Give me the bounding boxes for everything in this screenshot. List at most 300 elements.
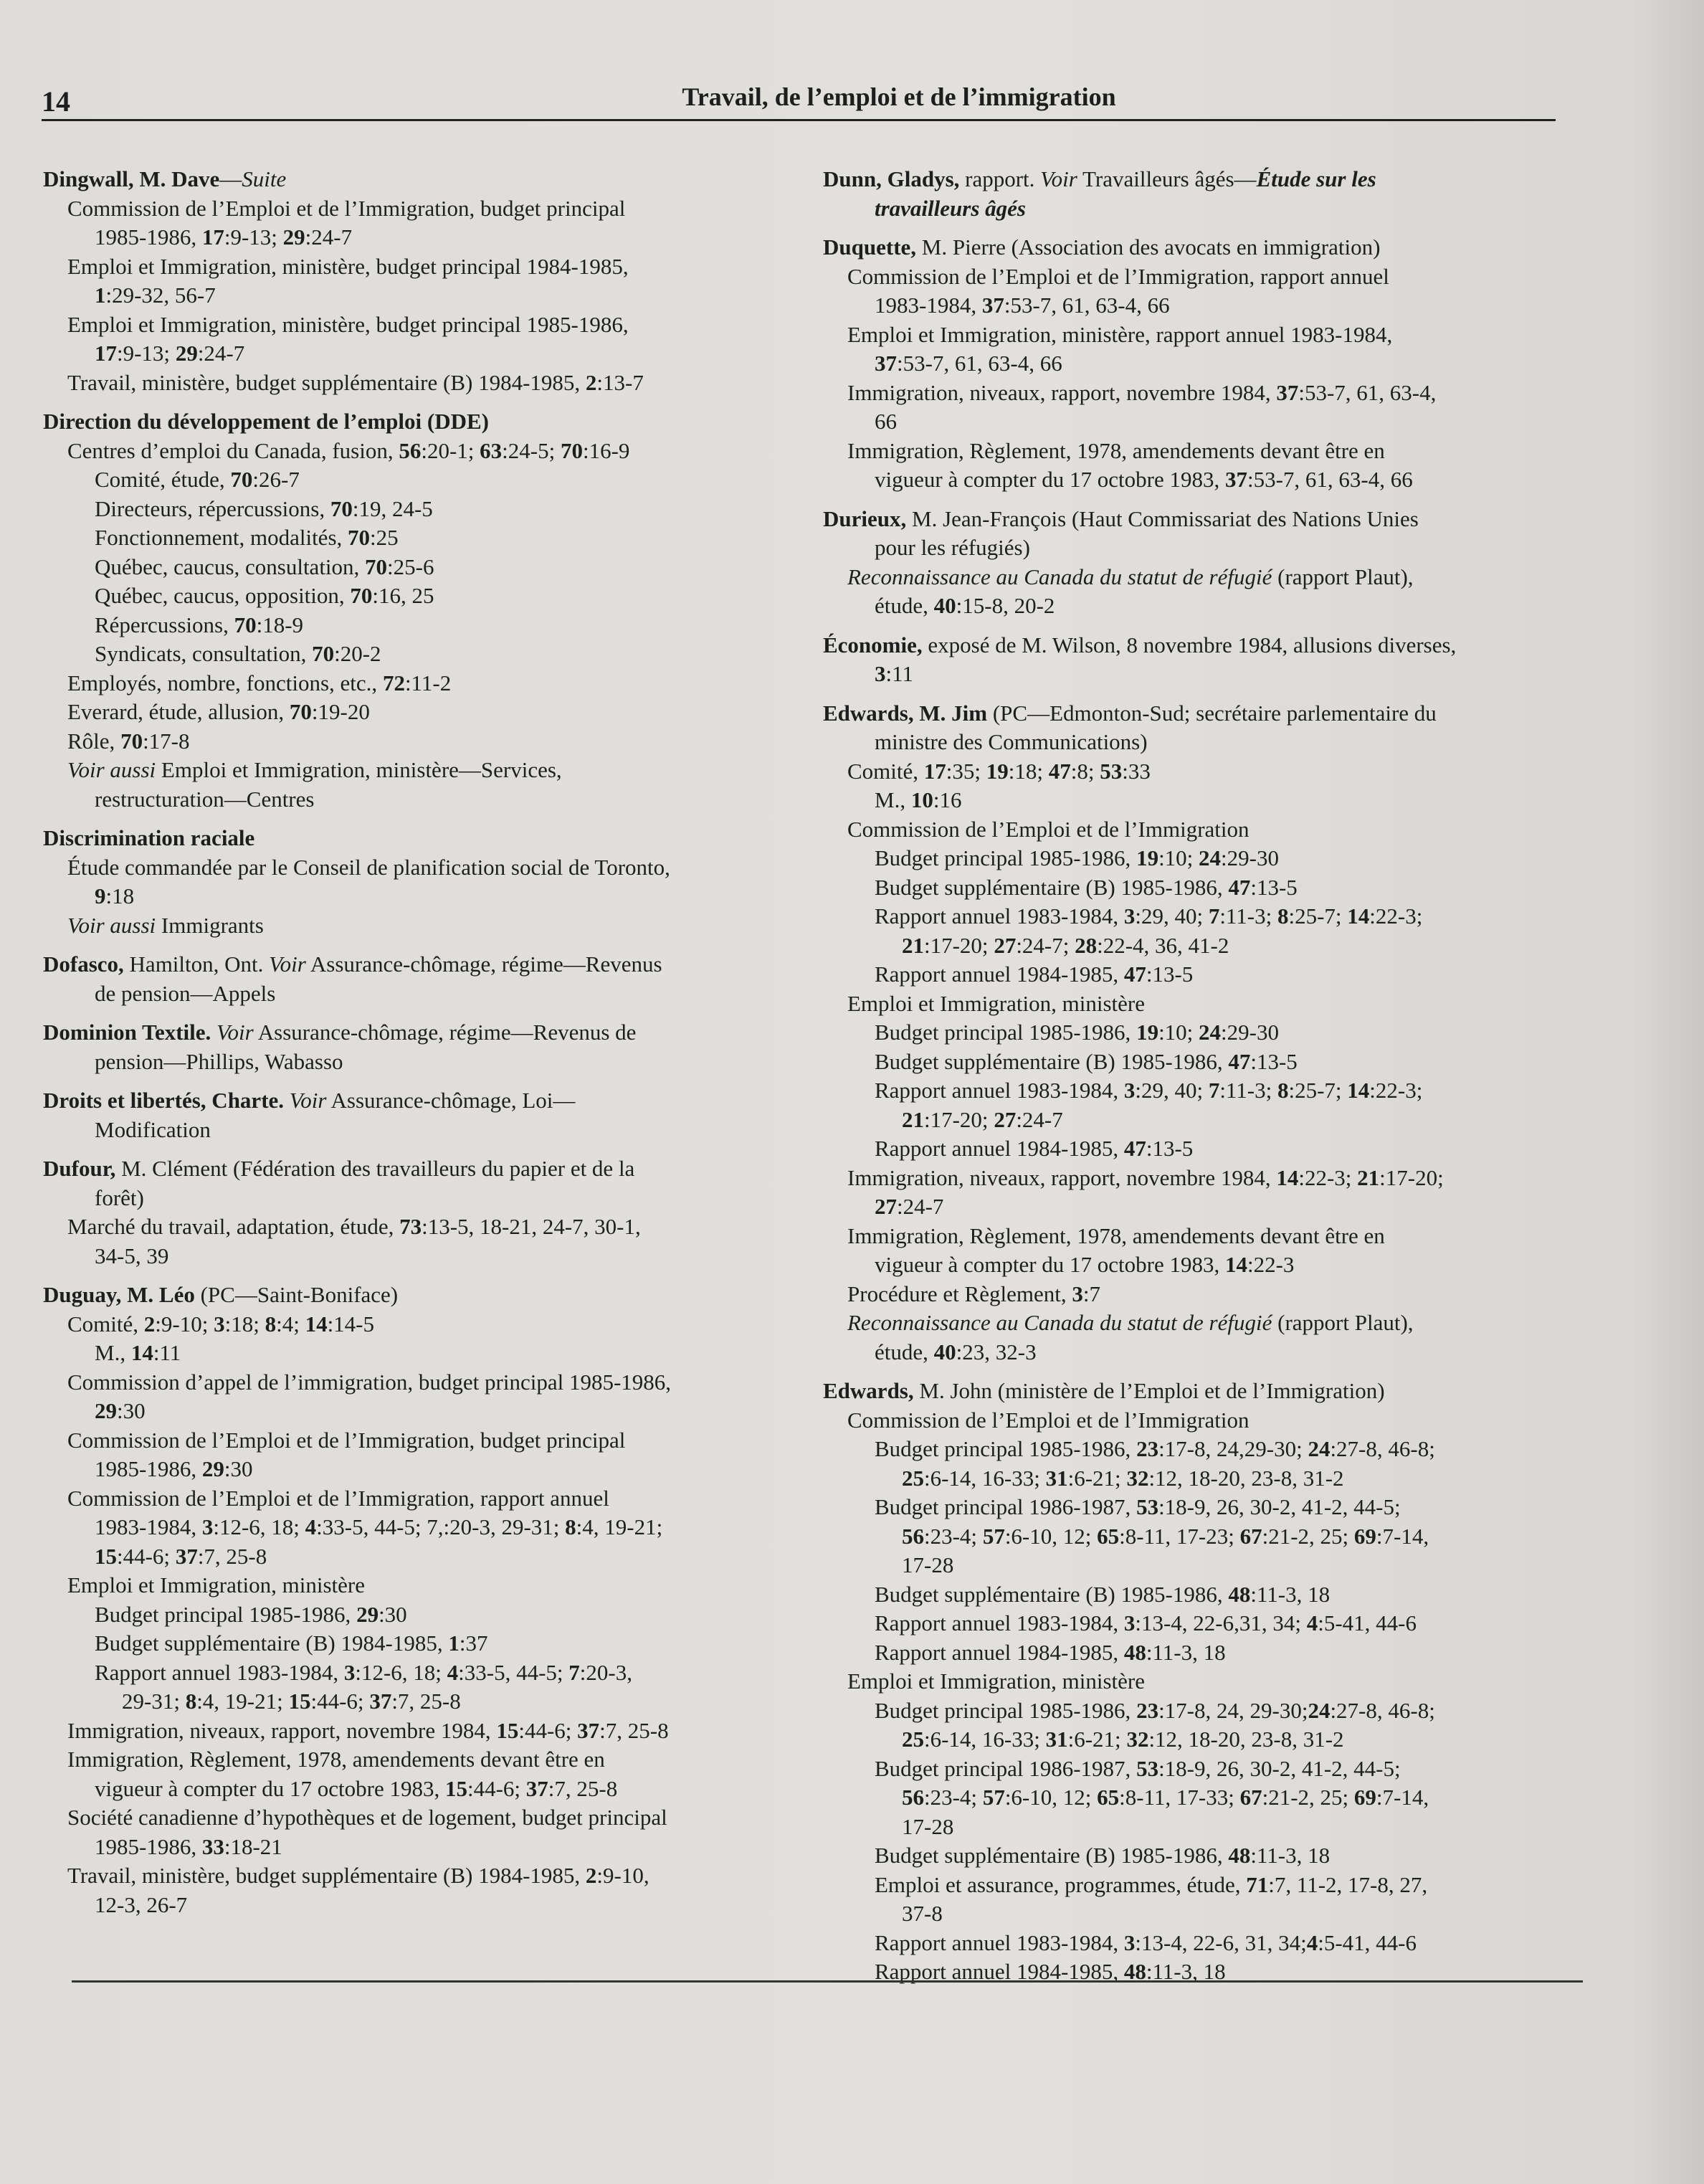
text-run: :25-7; <box>1288 903 1348 929</box>
italic-text: Voir <box>269 951 306 977</box>
text-run: :33-5, 44-5; 7,:20-3, 29-31; <box>316 1514 566 1539</box>
index-entry <box>823 1377 1561 1987</box>
text-run: :22-4, 36, 41-2 <box>1097 932 1229 958</box>
bold-text: 48 <box>1228 1581 1251 1607</box>
text-run: 66 <box>875 409 897 434</box>
text-run: Emploi et assurance, programmes, étude, <box>875 1871 1247 1897</box>
index-subentry-line <box>43 979 803 1009</box>
bold-text: 37 <box>981 293 1004 318</box>
text-run: Immigration, niveaux, rapport, novembre 1984, <box>67 1717 497 1743</box>
text-run: :25-7; <box>1288 1078 1348 1103</box>
index-subentry-line <box>43 1368 803 1397</box>
text-run: :12-6, 18; <box>355 1659 447 1685</box>
index-subentry-line <box>43 495 803 524</box>
bold-text: 24 <box>1308 1436 1331 1461</box>
index-subentry-line <box>43 1339 803 1368</box>
bold-text: 24 <box>1199 1020 1222 1045</box>
text-run: :11 <box>153 1340 181 1365</box>
text-run: :24-7 <box>897 1194 944 1219</box>
text-run: vigueur à compter du 17 octobre 1983, <box>875 467 1225 492</box>
text-run: :14-5 <box>327 1311 374 1336</box>
text-run: :11 <box>885 661 913 686</box>
text-run: :13-5 <box>1146 1136 1194 1161</box>
text-run: Rapport annuel 1984-1985, <box>875 1136 1124 1161</box>
bold-text: 48 <box>1123 1639 1146 1665</box>
index-subentry-line <box>43 1242 803 1271</box>
bold-text: 14 <box>1224 1252 1247 1277</box>
bold-text: 73 <box>399 1214 422 1239</box>
text-run: :17-20; <box>924 932 994 958</box>
text-run: Employés, nombre, fonctions, etc., <box>67 670 383 695</box>
index-subentry-line <box>823 1667 1561 1696</box>
bold-text: 27 <box>994 932 1017 958</box>
bold-text: 19 <box>1136 1020 1159 1045</box>
text-run: 1983-1984, <box>95 1514 202 1539</box>
text-run: :29-30 <box>1221 1020 1279 1045</box>
bold-text: 37 <box>875 351 897 376</box>
index-entry <box>43 1086 803 1144</box>
bold-text: 70 <box>365 554 388 579</box>
bold-text: 71 <box>1246 1871 1269 1897</box>
bold-text: 3 <box>214 1311 225 1336</box>
text-run: Emploi et Immigration, ministère, budget principal 1984-1985, <box>67 253 629 279</box>
index-subentry-line <box>43 1775 803 1804</box>
index-subentry-line <box>43 281 803 310</box>
index-subentry-line <box>823 349 1561 379</box>
index-subentry-line <box>823 1493 1561 1522</box>
text-run: :30 <box>117 1398 146 1423</box>
text-run: :18; <box>224 1311 265 1336</box>
text-run: Syndicats, consultation, <box>95 641 313 666</box>
bold-text: Droits et libertés, Charte. <box>43 1088 285 1113</box>
bold-text: 23 <box>1136 1436 1159 1461</box>
text-run: (PC—Edmonton-Sud; secrétaire parlementaire du <box>987 700 1437 726</box>
bold-text: 53 <box>1100 758 1123 784</box>
index-subentry-line <box>823 1018 1561 1048</box>
text-run: Emploi et Immigration, ministère <box>847 990 1145 1016</box>
index-subentry-line <box>823 1435 1561 1464</box>
index-subentry-line <box>43 1687 803 1717</box>
bold-text: 32 <box>1126 1465 1149 1491</box>
bold-text: 47 <box>1228 874 1251 900</box>
page-header <box>42 79 1556 121</box>
index-entry <box>823 699 1561 1367</box>
text-run: forêt) <box>95 1184 144 1210</box>
text-run: :24-7 <box>197 341 245 366</box>
index-heading-line <box>43 1086 803 1116</box>
text-run: :18-9, 26, 30-2, 41-2, 44-5; <box>1158 1755 1401 1781</box>
text-run: pour les réfugiés) <box>875 535 1030 560</box>
index-subentry-line <box>823 989 1561 1019</box>
text-run: :13-5 <box>1146 962 1194 987</box>
text-run: :9-10, <box>596 1863 649 1888</box>
index-subentry-line <box>823 757 1561 787</box>
text-run: :11-3, 18 <box>1146 1959 1226 1984</box>
text-run: Travailleurs âgés— <box>1077 166 1257 191</box>
text-run: Emploi et Immigration, ministère, rapport annuel 1983-1984, <box>847 321 1393 347</box>
index-subentry-line <box>823 844 1561 873</box>
bold-text: Économie, <box>823 632 923 657</box>
text-run: Québec, caucus, opposition, <box>95 583 351 608</box>
text-run: :26-7 <box>252 467 300 492</box>
text-run: 17-28 <box>902 1813 954 1839</box>
text-run: :23-4; <box>924 1785 983 1810</box>
index-subentry-line <box>823 1280 1561 1309</box>
index-subentry-line <box>43 911 803 941</box>
index-subentry-line <box>43 1542 803 1572</box>
text-run: vigueur à compter du 17 octobre 1983, <box>95 1775 445 1801</box>
text-run: Budget supplémentaire (B) 1984-1985, <box>95 1630 449 1656</box>
index-subentry-line <box>823 1406 1561 1435</box>
text-run: Immigration, Règlement, 1978, amendements devant être en <box>847 1222 1385 1248</box>
index-subentry-line <box>823 786 1561 815</box>
text-run: Rapport annuel 1984-1985, <box>875 962 1124 987</box>
bold-text: 2 <box>143 1311 156 1336</box>
index-heading-line <box>823 165 1561 194</box>
index-subentry-line <box>823 1222 1561 1251</box>
index-subentry-line <box>43 1397 803 1426</box>
text-run: :18 <box>105 883 135 908</box>
italic-text: Reconnaissance au Canada du statut de réfugié <box>847 1310 1272 1335</box>
text-run: :44-6; <box>467 1775 526 1801</box>
index-entry <box>823 505 1561 621</box>
italic-text: Voir <box>1040 166 1077 191</box>
text-run: :8-11, 17-33; <box>1119 1785 1240 1810</box>
bold-text: 32 <box>1126 1727 1149 1752</box>
bold-text: 14 <box>1276 1164 1299 1190</box>
text-run: Budget principal 1985-1986, <box>875 1020 1137 1045</box>
text-run: Immigration, Règlement, 1978, amendements devant être en <box>67 1747 605 1772</box>
text-run: :6-14, 16-33; <box>924 1465 1046 1491</box>
text-run: 29-31; <box>122 1689 186 1714</box>
text-run: :10; <box>1158 845 1199 870</box>
text-run: :16, 25 <box>372 583 434 608</box>
bold-text: 37 <box>577 1717 600 1743</box>
bold-text: 37 <box>1224 467 1247 492</box>
bold-text: 70 <box>120 728 143 754</box>
text-run: :25 <box>370 525 399 550</box>
text-run: 1985-1986, <box>95 224 202 250</box>
index-subentry-line <box>823 1755 1561 1784</box>
text-run: :10; <box>1158 1020 1199 1045</box>
text-run: :20-1; <box>421 437 480 463</box>
bold-text: 10 <box>910 787 933 812</box>
bold-text: 21 <box>902 1106 924 1132</box>
bold-text: Duguay, M. Léo <box>43 1282 195 1307</box>
text-run: :23-4; <box>924 1523 983 1549</box>
text-run: :35; <box>946 758 986 784</box>
bold-text: 7 <box>1208 1078 1220 1103</box>
bold-italic-text: travailleurs âgés <box>875 195 1026 221</box>
text-run: (rapport Plaut), <box>1272 564 1414 589</box>
text-run: :22-3; <box>1369 903 1423 929</box>
index-subentry-line <box>823 1192 1561 1222</box>
text-run: :27-8, 46-8; <box>1330 1697 1435 1723</box>
text-run: :12, 18-20, 23-8, 31-2 <box>1148 1465 1344 1491</box>
index-subentry-line <box>43 310 803 340</box>
text-run: Rapport annuel 1983-1984, <box>875 903 1124 929</box>
bold-text: 3 <box>1123 1610 1136 1635</box>
index-subentry-line <box>823 407 1561 437</box>
index-subentry-line <box>43 523 803 553</box>
bold-text: 67 <box>1239 1523 1262 1549</box>
text-run: :22-3; <box>1369 1078 1423 1103</box>
bold-text: 29 <box>201 1456 224 1481</box>
text-run: :24-7 <box>1016 1106 1063 1132</box>
text-run: 34-5, 39 <box>95 1243 169 1268</box>
index-subentry-line <box>823 592 1561 621</box>
text-run: rapport. <box>959 166 1041 191</box>
text-run: Rapport annuel 1983-1984, <box>875 1078 1124 1103</box>
index-subentry-line <box>823 1164 1561 1193</box>
text-run: Emploi et Immigration, ministère <box>67 1572 365 1597</box>
text-run <box>284 1088 290 1113</box>
text-run: Immigration, niveaux, rapport, novembre 1984, <box>847 379 1277 405</box>
text-run: Emploi et Immigration, ministère—Services, <box>156 757 562 782</box>
bold-text: 3 <box>1123 903 1136 929</box>
text-run: Immigration, niveaux, rapport, novembre 1984, <box>847 1164 1277 1190</box>
index-heading-line <box>43 950 803 979</box>
text-run: :20-3, <box>579 1659 632 1685</box>
text-run: Travail, ministère, budget supplémentaire (B) 1984-1985, <box>67 1863 586 1888</box>
bold-text: 47 <box>1123 962 1146 987</box>
bold-text: 56 <box>399 437 422 463</box>
text-run: Rôle, <box>67 728 121 754</box>
text-run: (rapport Plaut), <box>1272 1310 1414 1335</box>
index-entry <box>43 824 803 940</box>
index-subentry-line <box>43 1426 803 1456</box>
index-subentry-line <box>823 1899 1561 1929</box>
bold-text: 69 <box>1353 1523 1376 1549</box>
text-run: Comité, étude, <box>95 467 231 492</box>
bold-text: 48 <box>1123 1959 1146 1984</box>
bold-text: 63 <box>480 437 503 463</box>
text-run: :23, 32-3 <box>956 1339 1037 1364</box>
index-entry <box>823 233 1561 495</box>
bold-text: 70 <box>289 699 312 724</box>
text-run: Rapport annuel 1984-1985, <box>875 1959 1124 1984</box>
bold-text: 31 <box>1045 1465 1068 1491</box>
index-subentry-line <box>823 1841 1561 1871</box>
text-run: :4, 19-21; <box>576 1514 663 1539</box>
text-run: :22-3 <box>1247 1252 1295 1277</box>
index-subentry-line <box>43 1484 803 1514</box>
text-run: :13-7 <box>596 369 644 395</box>
bold-text: Dominion Textile. <box>43 1020 211 1045</box>
index-heading-line <box>43 1281 803 1310</box>
bold-text: 31 <box>1045 1727 1068 1752</box>
text-run: M., <box>95 1340 131 1365</box>
text-run: exposé de M. Wilson, 8 novembre 1984, allusions diverses, <box>922 632 1457 657</box>
text-run: :17-8, 24, 29-30; <box>1158 1697 1308 1723</box>
index-subentry-line <box>823 660 1561 689</box>
index-subentry-line <box>823 291 1561 321</box>
bold-text: 4 <box>447 1659 459 1685</box>
index-subentry-line <box>43 1600 803 1630</box>
bold-text: 65 <box>1097 1523 1120 1549</box>
index-subentry-line <box>823 1551 1561 1580</box>
text-run: :7, 25-8 <box>599 1717 669 1743</box>
index-subentry-line <box>823 1076 1561 1106</box>
text-run: Commission de l’Emploi et de l’Immigration, rapport annuel <box>847 263 1389 289</box>
bold-text: 57 <box>982 1785 1005 1810</box>
text-run: Emploi et Immigration, ministère, budget principal 1985-1986, <box>67 311 629 337</box>
index-subentry-line <box>43 1212 803 1242</box>
text-run: :13-5 <box>1250 1048 1298 1074</box>
index-subentry-line <box>43 1717 803 1746</box>
text-run: M. Jean-François (Haut Commissariat des Nations Unies <box>906 505 1419 531</box>
bold-text: 14 <box>305 1311 328 1336</box>
index-subentry-line <box>823 1048 1561 1077</box>
text-run: :29, 40; <box>1135 903 1209 929</box>
index-subentry-line <box>823 1309 1561 1338</box>
text-run: :13-4, 22-6, 31, 34; <box>1135 1929 1307 1955</box>
text-run: :24-7; <box>1016 932 1075 958</box>
text-run: :29-32, 56-7 <box>105 283 216 308</box>
bold-text: 3 <box>875 661 886 686</box>
text-run: :53-7, 61, 63-4, 66 <box>1247 467 1413 492</box>
text-run: :53-7, 61, 63-4, 66 <box>1004 293 1170 318</box>
index-subentry-line <box>823 1609 1561 1638</box>
text-run: :13-5 <box>1250 874 1298 900</box>
index-subentry-line <box>43 611 803 640</box>
text-run: étude, <box>875 593 934 618</box>
text-run: :44-6; <box>518 1717 578 1743</box>
bold-text: 4 <box>1306 1929 1318 1955</box>
bold-text: 70 <box>560 437 583 463</box>
bold-text: 65 <box>1097 1785 1120 1810</box>
text-run: :19, 24-5 <box>352 495 433 521</box>
index-subentry-line <box>43 669 803 698</box>
bold-text: 3 <box>1123 1929 1136 1955</box>
index-subentry-line <box>43 1048 803 1077</box>
index-subentry-line <box>823 815 1561 845</box>
index-subentry-line <box>823 902 1561 931</box>
italic-text: Reconnaissance au Canada du statut de réfugié <box>847 564 1272 589</box>
bold-text: 72 <box>382 670 405 695</box>
text-run: Rapport annuel 1983-1984, <box>95 1659 344 1685</box>
index-entry <box>43 165 803 397</box>
index-subentry-line <box>43 553 803 582</box>
text-run: :15-8, 20-2 <box>956 593 1055 618</box>
index-subentry-line <box>823 1106 1561 1135</box>
text-run: Budget supplémentaire (B) 1985-1986, <box>875 1843 1229 1868</box>
text-run: (PC—Saint-Boniface) <box>194 1282 399 1307</box>
text-run: Fonctionnement, modalités, <box>95 525 348 550</box>
text-run: Comité, <box>67 1311 144 1336</box>
bold-text: 37 <box>1276 379 1299 405</box>
bold-text: 15 <box>444 1775 467 1801</box>
bold-text: 33 <box>201 1833 224 1859</box>
index-subentry-line <box>43 1833 803 1862</box>
text-run: Budget principal 1985-1986, <box>95 1601 357 1627</box>
text-run: :53-7, 61, 63-4, 66 <box>897 351 1062 376</box>
text-run: :6-21; <box>1067 1465 1127 1491</box>
bold-text: 27 <box>875 1194 897 1219</box>
index-subentry-line <box>43 1629 803 1658</box>
text-run: :9-10; <box>155 1311 214 1336</box>
text-run: :7 <box>1082 1281 1100 1306</box>
italic-text: Suite <box>242 166 287 191</box>
text-run: :19-20 <box>311 699 370 724</box>
index-entry <box>43 1281 803 1919</box>
bold-text: 70 <box>348 525 371 550</box>
text-run: M. John (ministère de l’Emploi et de l’Immigration) <box>913 1378 1385 1403</box>
bold-text: 70 <box>350 583 373 608</box>
index-column-right <box>823 165 1561 1997</box>
text-run: M. Pierre (Association des avocats en immigration) <box>916 234 1381 260</box>
index-subentry-line <box>823 1522 1561 1552</box>
index-subentry-line <box>823 1783 1561 1813</box>
index-subentry-line <box>43 339 803 369</box>
index-subentry-line <box>43 853 803 883</box>
bold-text: 56 <box>902 1785 924 1810</box>
text-run: :16-9 <box>582 437 630 463</box>
index-subentry-line <box>823 194 1561 224</box>
bold-text: 14 <box>130 1340 153 1365</box>
italic-text: Voir <box>289 1088 327 1113</box>
index-subentry-line <box>823 1134 1561 1164</box>
bold-text: 1 <box>95 283 106 308</box>
text-run: :11-3, 18 <box>1146 1639 1226 1665</box>
bold-text: Edwards, M. Jim <box>823 700 988 726</box>
text-run: Emploi et Immigration, ministère <box>847 1668 1145 1694</box>
bold-text: Dufour, <box>43 1156 116 1181</box>
text-run: :17-20; <box>1379 1164 1444 1190</box>
index-subentry-line <box>43 465 803 495</box>
text-run: :24-7 <box>305 224 353 250</box>
text-run: 37-8 <box>902 1901 943 1926</box>
index-subentry-line <box>823 960 1561 989</box>
bold-text: 8 <box>565 1514 576 1539</box>
bold-text: 17 <box>923 758 946 784</box>
bold-text: 70 <box>312 641 335 666</box>
index-subentry-line <box>43 785 803 815</box>
text-run: :11-3; <box>1219 903 1277 929</box>
index-subentry-line <box>43 1803 803 1833</box>
index-subentry-line <box>823 1813 1561 1842</box>
text-run: Centres d’emploi du Canada, fusion, <box>67 437 399 463</box>
text-run: :33 <box>1122 758 1151 784</box>
bold-text: 15 <box>496 1717 519 1743</box>
bold-text: Duquette, <box>823 234 917 260</box>
bold-text: 70 <box>330 495 353 521</box>
text-run: :18-9, 26, 30-2, 41-2, 44-5; <box>1158 1494 1401 1519</box>
index-subentry-line <box>43 698 803 727</box>
index-subentry-line <box>823 533 1561 563</box>
bold-text: 8 <box>1277 1078 1289 1103</box>
bold-text: 23 <box>1136 1697 1159 1723</box>
text-run: :18; <box>1008 758 1049 784</box>
bold-text: Discrimination raciale <box>43 825 255 850</box>
text-run: :18-9 <box>256 612 304 637</box>
index-subentry-line <box>43 1184 803 1213</box>
text-run: Hamilton, Ont. <box>123 951 270 977</box>
text-run: :30 <box>379 1601 407 1627</box>
text-run: Procédure et Règlement, <box>847 1281 1072 1306</box>
text-run: :18-21 <box>224 1833 282 1859</box>
text-run: :44-6; <box>117 1543 176 1569</box>
text-run: :6-10, 12; <box>1004 1785 1098 1810</box>
index-heading-line <box>43 165 803 194</box>
text-run: :12-6, 18; <box>213 1514 305 1539</box>
index-subentry-line <box>823 465 1561 495</box>
bold-text: 4 <box>1306 1610 1318 1635</box>
text-run: Commission de l’Emploi et de l’Immigration <box>847 816 1250 842</box>
bold-text: 8 <box>1277 903 1289 929</box>
page-number: 14 <box>42 85 70 118</box>
index-subentry-line <box>823 321 1561 350</box>
